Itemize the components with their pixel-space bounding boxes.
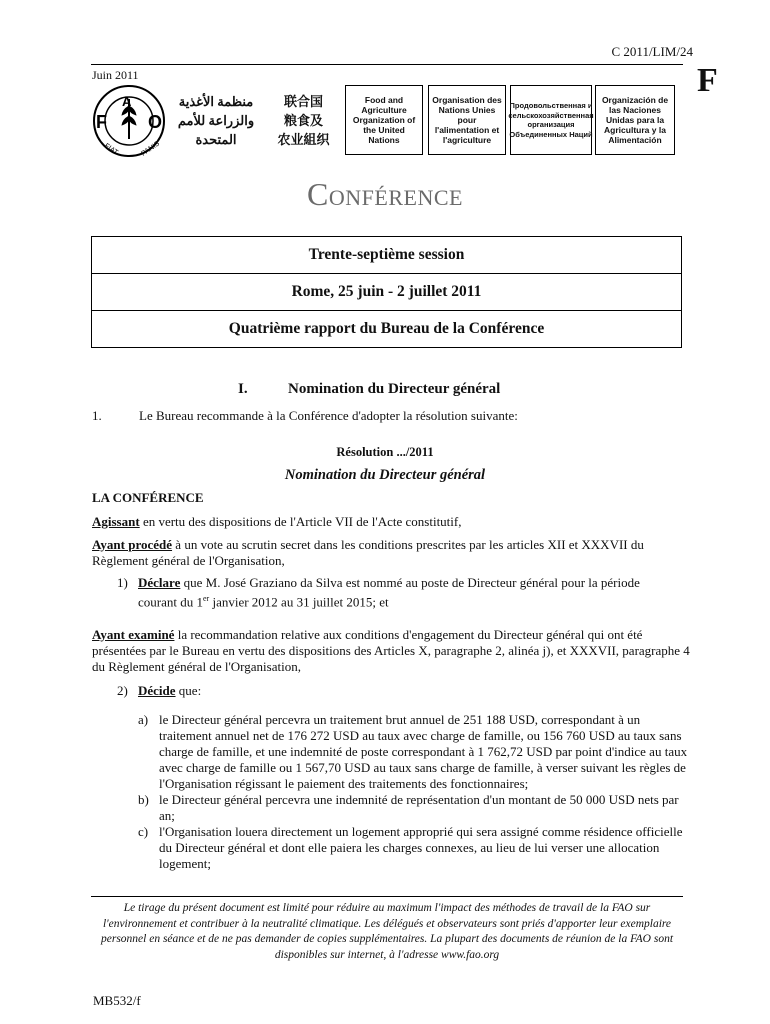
- item-label: 2): [117, 683, 128, 698]
- conference-title: Conférence: [307, 176, 463, 212]
- org-name-chinese: [266, 85, 341, 155]
- document-reference: C 2011/LIM/24: [611, 44, 693, 59]
- logo-letter-o: O: [148, 112, 163, 132]
- logo-letter-f: F: [96, 112, 107, 132]
- item-text-end: janvier 2012 au 31 juillet 2015; et: [209, 594, 389, 610]
- sub-item-a: [138, 712, 688, 792]
- sub-item-text: le Directeur général percevra un traitement brut annuel de 251 188 USD, correspondant à un traitement annuel net de 176 272 USD au taux avec charge de famille, ou 156 760 USD au taux sans charge de famille, et une indemnité de poste correspondant à 1 762,72 USD par point d'indice au taux avec charge de famille ou 1 567,70 USD au taux sans charge de famille, à verser suivant les règles de l'Organisation régissant le paiement des traitements des fonctionnaires;: [159, 712, 688, 791]
- clause-keyword: Ayant procédé: [92, 537, 173, 552]
- item-keyword: Décide: [138, 683, 176, 698]
- document-date: Juin 2011: [92, 68, 139, 82]
- session-name: Trente-septième session: [92, 237, 681, 274]
- sub-item-label: b): [138, 792, 149, 807]
- org-name-chinese-line2: 粮食及: [283, 112, 323, 128]
- session-place-date: Rome, 25 juin - 2 juillet 2011: [92, 274, 681, 311]
- section-title: Nomination du Directeur général: [288, 381, 501, 397]
- item-text: que M. José Graziano da Silva est nommé au poste de Directeur général pour la période courant du 1: [138, 575, 640, 610]
- logo-motto-fiat: FIAT: [103, 142, 120, 157]
- org-name-french: Organisation des Nations Unies pour l'alimentation et l'agriculture: [428, 85, 506, 155]
- operative-item-2: [117, 683, 201, 699]
- paragraph-text: Le Bureau recommande à la Conférence d'adopter la résolution suivante:: [139, 408, 518, 423]
- sub-item-list: [138, 712, 688, 872]
- logo-motto-panis: PANIS: [140, 140, 162, 158]
- org-name-arabic-line3: المتحدة: [195, 131, 237, 147]
- section-heading: [238, 381, 500, 398]
- sub-item-label: a): [138, 712, 149, 727]
- clause-ayant-procede: [92, 537, 692, 569]
- clause-text: la recommandation relative aux conditions d'engagement du Directeur général qui ont été présentées par le Bureau en vertu des dispositions des Articles X, paragraphe 2, alinéa j), et XXXVII, paragraphe 4 du Règlement général de l'Organisation,: [92, 627, 690, 674]
- org-name-english: Food and Agriculture Organization of the United Nations: [345, 85, 423, 155]
- item-label: 1): [117, 575, 128, 590]
- item-text: que:: [175, 683, 202, 698]
- sub-item-label: c): [138, 824, 149, 839]
- org-name-spanish: Organización de las Naciones Unidas para la Agricultura y la Alimentación: [595, 85, 675, 155]
- section-number: I.: [238, 381, 248, 397]
- org-name-arabic-line1: منظمة الأغذية: [178, 93, 254, 109]
- org-name-chinese-line1: 联合国: [283, 93, 323, 109]
- sub-item-c: [138, 824, 688, 872]
- clause-text: en vertu des dispositions de l'Article VII de l'Acte constitutif,: [139, 514, 462, 529]
- item-keyword: Déclare: [138, 575, 181, 590]
- footer-note: Le tirage du présent document est limité pour réduire au maximum l'impact des méthodes de travail de la FAO sur l'environnement et contribuer à la neutralité climatique. Les délégués et observateurs sont priés d'apporter leur exemplaire personnel en séance et de ne pas demander de copies supplémentaires. La plupart des documents de réunion de la FAO sont disponibles sur internet, à l'adresse www.fao.org: [100, 902, 674, 961]
- language-letter: F: [697, 62, 718, 99]
- sub-item-b: [138, 792, 688, 824]
- sub-item-text: le Directeur général percevra une indemnité de représentation d'un montant de 50 000 USD nets par an;: [159, 792, 679, 823]
- document-code: MB532/f: [93, 993, 141, 1008]
- logo-letter-a: A: [122, 94, 132, 109]
- org-name-arabic: [172, 85, 260, 155]
- resolution-title: Nomination du Directeur général: [284, 467, 486, 483]
- clause-keyword: Agissant: [92, 514, 140, 529]
- clause-text: à un vote au scrutin secret dans les conditions prescrites par les articles XII et XXXVII du Règlement général de l'Organisation,: [92, 537, 644, 568]
- org-name-chinese-line3: 农业組织: [277, 131, 330, 147]
- la-conference-heading: LA CONFÉRENCE: [92, 490, 204, 505]
- resolution-number: Résolution .../2011: [336, 445, 434, 459]
- item-superscript: er: [202, 594, 210, 603]
- paragraph-number: 1.: [92, 408, 102, 423]
- sub-item-text: l'Organisation louera directement un logement approprié qui sera assigné comme résidence officielle du Directeur général et dont elle paiera les charges connexes, au lieu de lui verser une allocation logement;: [159, 824, 683, 871]
- header-rule: [91, 64, 683, 65]
- paragraph-1: [92, 408, 518, 424]
- clause-keyword: Ayant examiné: [92, 627, 175, 642]
- clause-agissant: [92, 514, 692, 530]
- org-name-russian: Продовольственная и сельскохозяйственная организация Объединенных Наций: [510, 85, 592, 155]
- clause-ayant-examine: [92, 627, 692, 675]
- operative-item-1: [117, 575, 677, 610]
- report-title: Quatrième rapport du Bureau de la Conférence: [228, 320, 545, 337]
- fao-logo: [92, 84, 166, 158]
- session-table: [91, 236, 682, 348]
- footer-rule: [91, 896, 683, 897]
- org-name-arabic-line2: والزراعة للأمم: [177, 112, 255, 128]
